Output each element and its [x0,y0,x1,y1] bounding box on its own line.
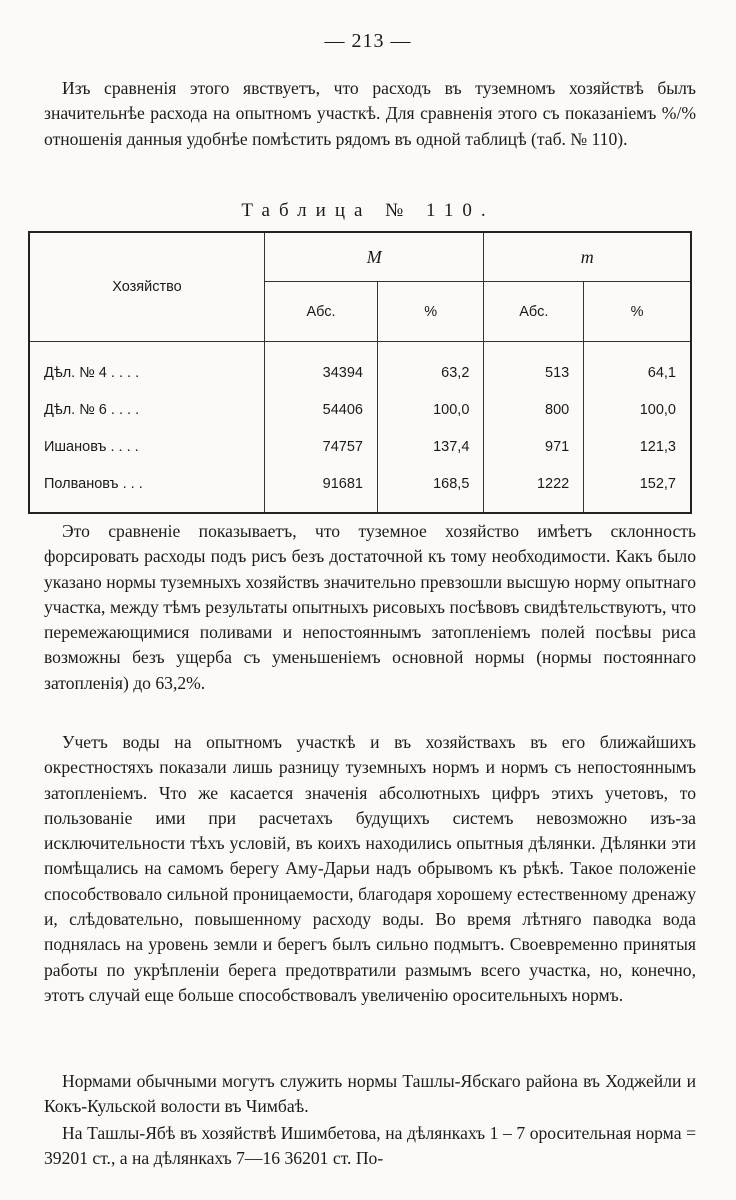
cell-M-pct: 100,0 [377,391,483,428]
cell-m-abs: 800 [484,391,584,428]
paragraph-tashly-yab: На Ташлы-Ябѣ въ хозяйствѣ Ишимбетова, на дѣлянкахъ 1 – 7 оросительная норма = 39201 ст., а на дѣлянкахъ 7—16 36201 ст. По- [44,1123,696,1169]
cell-M-abs: 54406 [265,391,378,428]
header-group-M: M [265,232,484,282]
table-row [29,391,691,428]
cell-m-pct: 100,0 [584,391,691,428]
header-farm: Хозяйство [29,232,265,342]
row-farm-name: Дѣл. № 4 . . . . [44,364,140,381]
table-row [29,428,691,465]
page-number: — 213 — [324,30,412,52]
cell-M-abs: 34394 [265,342,378,392]
cell-M-abs: 91681 [265,465,378,513]
cell-M-pct: 63,2 [377,342,483,392]
cell-M-pct: 137,4 [377,428,483,465]
cell-m-abs: 1222 [484,465,584,513]
cell-m-abs: 513 [484,342,584,392]
cell-m-abs: 971 [484,428,584,465]
header-M-abs: Абс. [265,282,378,342]
table-row [29,465,691,513]
paragraph-water-accounting: Учетъ воды на опытномъ участкѣ и въ хозяйствахъ въ его ближайшихъ окрестностяхъ показали лишь разницу туземныхъ нормъ и нормъ съ непостояннымъ затопленіемъ. Что же касается значенія абсолютныхъ цифръ этихъ учетовъ, то пользованіе ими при расчетахъ будущихъ системъ невозможно изъ-за исключительности тѣхъ условій, въ коихъ находились опытныя дѣлянки. Дѣлянки эти помѣщались на самомъ берегу Аму-Дарьи надъ обрывомъ къ рѣкѣ. Такое положеніе способствовало сильной проницаемости, благодаря хорошему естественному дренажу и, слѣдовательно, повышенному расходу воды. Во время лѣтняго паводка вода поднялась на уровень земли и берегъ былъ сильно подмытъ. Своевременно принятыя работы по укрѣпленіи берега предотвратили размымъ всего участка, но, конечно, этотъ случай еще больше способствовалъ увеличенію оросительныхъ нормъ. [44,732,696,1005]
row-farm-name: Дѣл. № 6 . . . . [44,401,140,418]
cell-M-abs: 74757 [265,428,378,465]
table-caption: Таблица № 110. [241,200,495,221]
header-m-abs: Абс. [484,282,584,342]
paragraph-normal-norms: Нормами обычными могутъ служить нормы Ташлы-Ябскаго района въ Ходжейли и Кокъ-Кульской волости въ Чимбаѣ. [44,1071,696,1117]
comparison-table [28,231,692,514]
table-header-row [29,232,691,282]
header-M-pct: % [377,282,483,342]
row-farm-name: Ишановъ . . . . [44,438,139,455]
cell-M-pct: 168,5 [377,465,483,513]
cell-m-pct: 152,7 [584,465,691,513]
paragraph-comparison: Это сравненіе показываетъ, что туземное хозяйство имѣетъ склонность форсировать расходы подъ рисъ безъ достаточной къ тому необходимости. Какъ было указано нормы туземныхъ хозяйствъ значительно превзошли высшую норму опытнаго участка, между тѣмъ результаты опытныхъ рисовыхъ посѣвовъ свидѣтельствуютъ, что перемежающимися поливами и непостояннымъ затопленіемъ полей посѣвы риса возможны безъ ущерба съ уменьшеніемъ основной нормы (нормы постояннаго затопленія) до 63,2%. [44,521,696,693]
row-farm-name: Полвановъ . . . [44,475,143,492]
cell-m-pct: 121,3 [584,428,691,465]
paragraph-intro: Изъ сравненія этого явствуетъ, что расходъ въ туземномъ хозяйствѣ былъ значительнѣе расхода на опытномъ участкѣ. Для сравненія этого съ показаніемъ %/% отношенія данныя удобнѣе помѣстить рядомъ въ одной таблицѣ (таб. № 110). [44,78,696,149]
cell-m-pct: 64,1 [584,342,691,392]
header-m-pct: % [584,282,691,342]
header-group-m: m [484,232,691,282]
table-row [29,342,691,392]
